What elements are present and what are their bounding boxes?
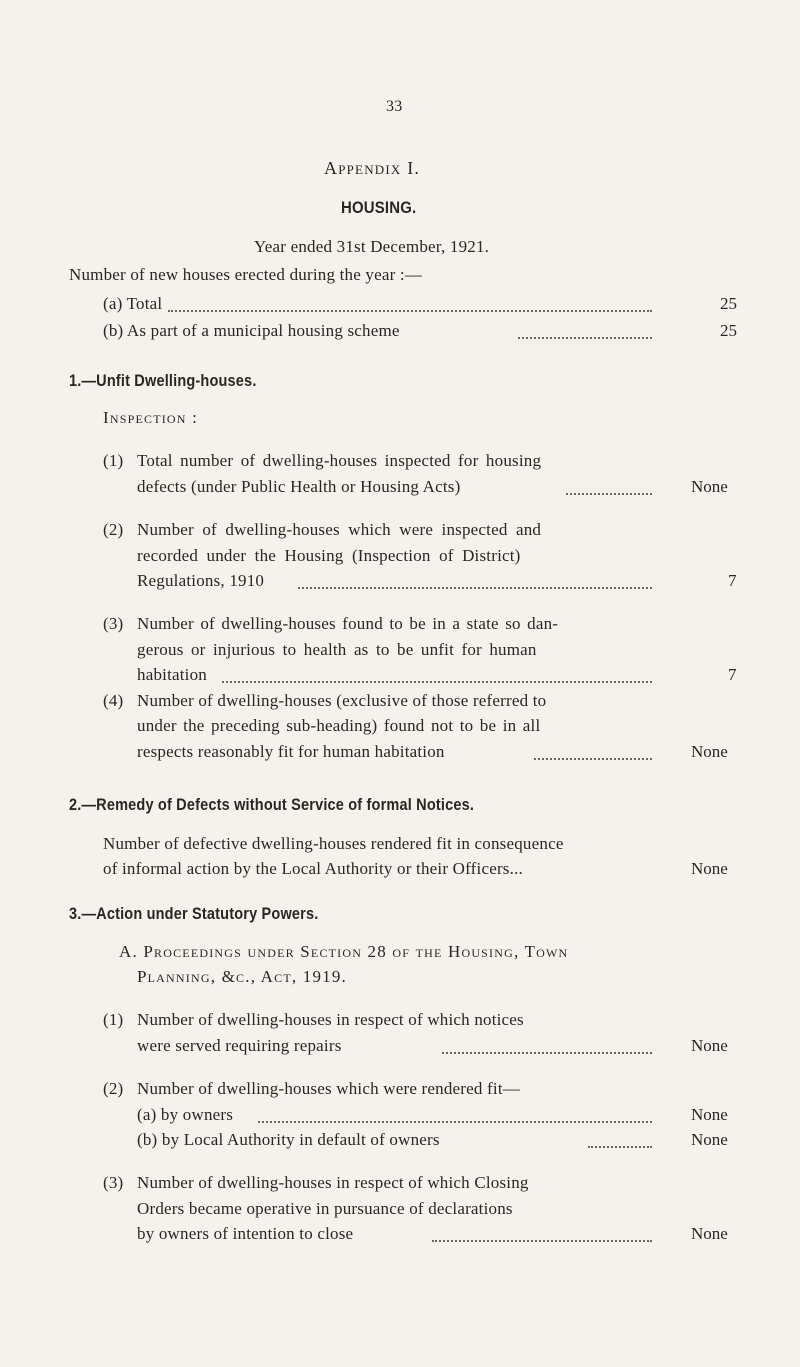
new-houses-municipal-label: (b) As part of a municipal housing scheme: [103, 321, 400, 340]
sub-item-value: None: [691, 1105, 728, 1124]
new-houses-intro: Number of new houses erected during the year :—: [69, 265, 423, 284]
page-number: 33: [386, 98, 403, 115]
item-number: (3): [103, 1173, 124, 1192]
item-text-line: Number of dwelling-houses which were inspected and: [137, 520, 542, 539]
sub-item-label: (a) by owners: [137, 1105, 234, 1124]
item-text-line: defects (under Public Health or Housing Acts): [137, 477, 461, 496]
appendix-title: Appendix I.: [324, 158, 421, 178]
item-text-line: Total number of dwelling-houses inspected for housing: [137, 451, 542, 470]
item-number: (1): [103, 451, 124, 470]
leader-dots: [168, 310, 652, 312]
section3-title: 3.—Action under Statutory Powers.: [69, 905, 319, 923]
item-text-line: habitation: [137, 665, 207, 684]
sub-item-label: (b) by Local Authority in default of owners: [137, 1130, 440, 1149]
item-text-line: Number of dwelling-houses found to be in a state so dan-: [137, 614, 559, 633]
leader-dots: [432, 1240, 652, 1242]
leader-dots: [566, 493, 652, 495]
section3-sub-a-line: Planning, &c., Act, 1919.: [137, 967, 348, 986]
item-number: (4): [103, 691, 124, 710]
item-text-line: by owners of intention to close: [137, 1224, 354, 1243]
item-text-line: gerous or injurious to health as to be unfit for human: [137, 640, 537, 659]
item-value: None: [691, 1224, 728, 1243]
leader-dots: [534, 758, 652, 760]
item-text-line: Orders became operative in pursuance of declarations: [137, 1199, 513, 1218]
section3-sub-a-line: A. Proceedings under Section 28 of the Housing, Town: [119, 942, 569, 961]
item-value: None: [691, 1036, 728, 1055]
item-text-line: Number of dwelling-houses in respect of which Closing: [137, 1173, 529, 1192]
leader-dots: [298, 587, 652, 589]
item-text-line: Number of dwelling-houses in respect of which notices: [137, 1010, 524, 1029]
item-text-line: respects reasonably fit for human habitation: [137, 742, 445, 761]
item-text-line: under the preceding sub-heading) found not to be in all: [137, 716, 541, 735]
item-text-line: Regulations, 1910: [137, 571, 265, 590]
leader-dots: [258, 1121, 652, 1123]
leader-dots: [588, 1146, 652, 1148]
section1-subheading: Inspection :: [103, 408, 199, 427]
new-houses-total-value: 25: [720, 294, 737, 313]
item-value: None: [691, 742, 728, 761]
section2-text-line: Number of defective dwelling-houses rendered fit in consequence: [103, 834, 564, 853]
item-value: 7: [728, 571, 737, 590]
item-number: (2): [103, 1079, 124, 1098]
item-value: 7: [728, 665, 737, 684]
page-heading: HOUSING.: [341, 198, 417, 217]
leader-dots: [222, 681, 652, 683]
item-number: (1): [103, 1010, 124, 1029]
leader-dots: [518, 337, 652, 339]
leader-dots: [442, 1052, 652, 1054]
item-text-line: were served requiring repairs: [137, 1036, 342, 1055]
section1-title: 1.—Unfit Dwelling-houses.: [69, 372, 257, 390]
item-number: (3): [103, 614, 124, 633]
section2-title: 2.—Remedy of Defects without Service of formal Notices.: [69, 796, 475, 814]
item-text-line: recorded under the Housing (Inspection of District): [137, 546, 521, 565]
year-line: Year ended 31st December, 1921.: [254, 237, 490, 256]
section2-text-line: of informal action by the Local Authority or their Officers...: [103, 859, 523, 878]
section2-value: None: [691, 859, 728, 878]
sub-item-value: None: [691, 1130, 728, 1149]
new-houses-total-label: (a) Total: [103, 294, 163, 313]
new-houses-municipal-value: 25: [720, 321, 737, 340]
item-value: None: [691, 477, 728, 496]
item-number: (2): [103, 520, 124, 539]
item-text-line: Number of dwelling-houses (exclusive of those referred to: [137, 691, 547, 710]
item-text-line: Number of dwelling-houses which were rendered fit—: [137, 1079, 520, 1098]
